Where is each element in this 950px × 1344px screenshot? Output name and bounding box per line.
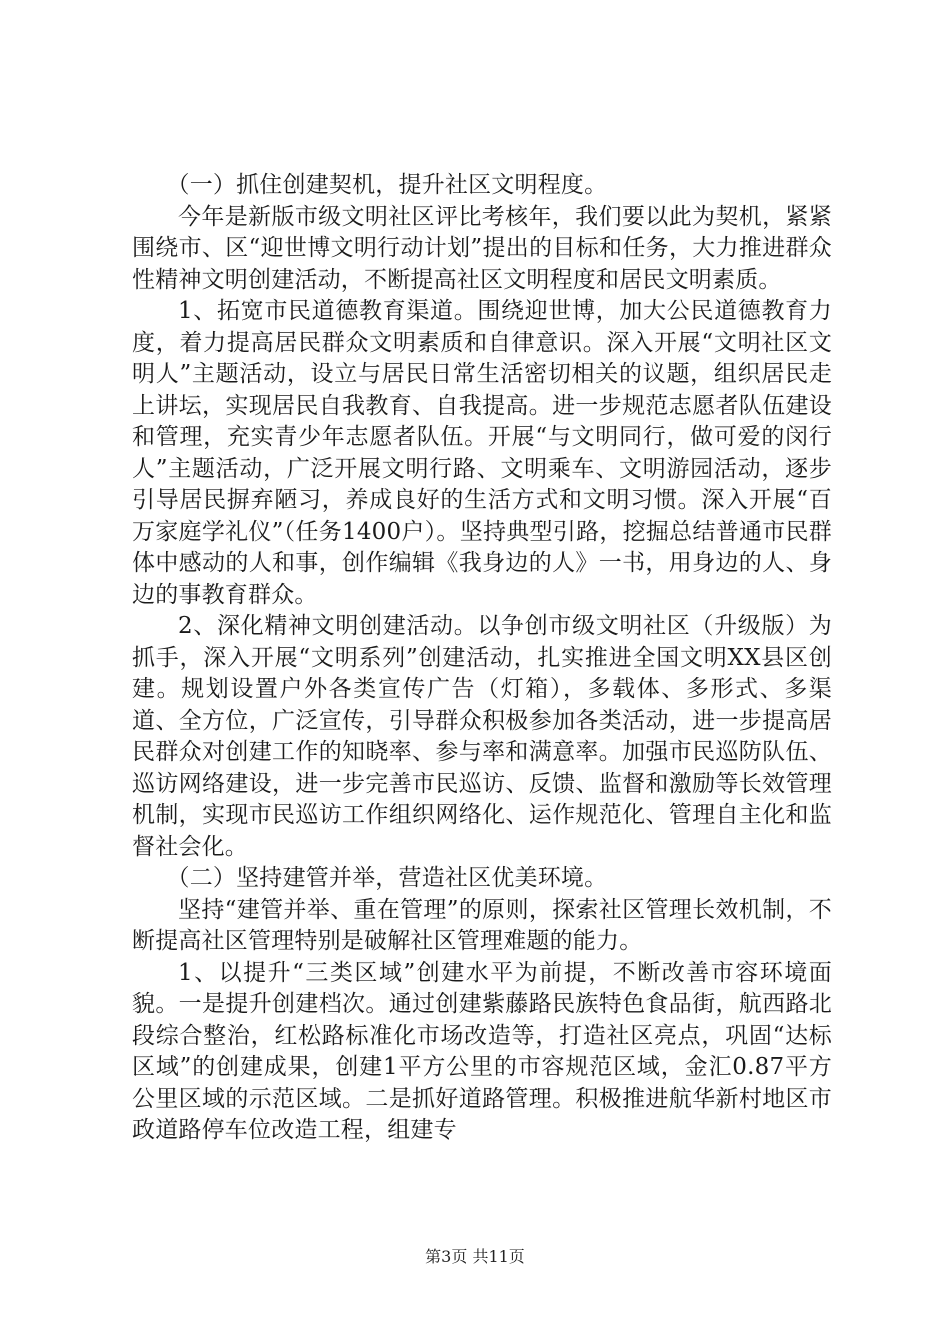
- item-paragraph-1-1: 1、拓宽市民道德教育渠道。围绕迎世博，加大公民道德教育力度，着力提高居民群众文明素质和自律意识。深入开展“文明社区文明人”主题活动，设立与居民日常生活密切相关的议题，组织居民走上讲坛，实现居民自我教育、自我提高。进一步规范志愿者队伍建设和管理，充实青少年志愿者队伍。开展“与文明同行，做可爱的闵行人”主题活动，广泛开展文明行路、文明乘车、文明游园活动，逐步引导居民摒弃陋习，养成良好的生活方式和文明习惯。深入开展“百万家庭学礼仪”（任务1400户）。坚持典型引路，挖掘总结普通市民群体中感动的人和事，创作编辑《我身边的人》一书，用身边的人、身边的事教育群众。: [132, 298, 832, 608]
- item-paragraph-2-1: 1、以提升“三类区域”创建水平为前提，不断改善市容环境面貌。一是提升创建档次。通过创建紫藤路民族特色食品街，航西路北段综合整治，红松路标准化市场改造等，打造社区亮点，巩固“达标区域”的创建成果，创建1平方公里的市容规范区域，金汇0.87平方公里区域的示范区域。二是抓好道路管理。积极推进航华新村地区市政道路停车位改造工程，组建专: [132, 959, 832, 1143]
- section-heading-2: （二）坚持建管并举，营造社区优美环境。: [166, 865, 608, 891]
- document-body: [132, 170, 832, 1147]
- section-intro-1: 今年是新版市级文明社区评比考核年，我们要以此为契机，紧紧围绕市、区“迎世博文明行动计划”提出的目标和任务，大力推进群众性精神文明创建活动，不断提高社区文明程度和居民文明素质。: [132, 203, 832, 293]
- section-heading-1: （一）抓住创建契机，提升社区文明程度。: [166, 172, 608, 198]
- page-number-footer: 第3页 共11页: [425, 1247, 525, 1266]
- item-paragraph-1-2: 2、深化精神文明创建活动。以争创市级文明社区（升级版）为抓手，深入开展“文明系列”创建活动，扎实推进全国文明XX县区创建。规划设置户外各类宣传广告（灯箱），多载体、多形式、多渠道、全方位，广泛宣传，引导群众积极参加各类活动，进一步提高居民群众对创建工作的知晓率、参与率和满意率。加强市民巡防队伍、巡访网络建设，进一步完善市民巡访、反馈、监督和激励等长效管理机制，实现市民巡访工作组织网络化、运作规范化、管理自主化和监督社会化。: [132, 613, 832, 860]
- section-intro-2: 坚持“建管并举、重在管理”的原则，探索社区管理长效机制，不断提高社区管理特别是破解社区管理难题的能力。: [132, 896, 832, 954]
